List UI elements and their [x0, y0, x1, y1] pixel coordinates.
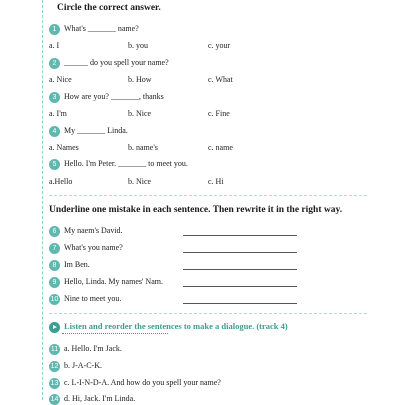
question-number-badge: 1 — [49, 24, 60, 35]
question-5 — [49, 158, 188, 170]
option-a[interactable]: a.Hello — [49, 177, 73, 186]
section2-heading: Underline one mistake in each sentence. Then rewrite it in the right way. — [49, 205, 343, 215]
section1-heading: Circle the correct answer. — [57, 3, 161, 13]
listening-instruction: Listen and reorder the sentences to make a dialogue. (track 4) — [64, 321, 288, 331]
answer-line[interactable] — [183, 286, 297, 287]
question-text: ______ do you spell your name? — [64, 58, 169, 67]
margin-rule — [42, 0, 43, 400]
section-divider — [49, 195, 367, 196]
dialogue-item-13 — [49, 377, 221, 389]
option-c[interactable]: c. name — [208, 143, 233, 152]
title-underline — [62, 333, 168, 334]
question-4 — [49, 125, 128, 137]
option-b[interactable]: b. Nice — [128, 177, 152, 186]
question-number-badge: 3 — [49, 92, 60, 103]
dialogue-text: c. L-I-N-D-A. And how do you spell your name? — [64, 378, 221, 387]
rewrite-item-6 — [49, 225, 123, 237]
question-number-badge: 4 — [49, 126, 60, 137]
question-number-badge: 13 — [50, 379, 59, 387]
option-b[interactable]: b. Nice — [128, 109, 152, 118]
rewrite-item-9 — [49, 276, 163, 288]
dialogue-item-14 — [49, 393, 135, 405]
question-number-badge: 7 — [49, 243, 60, 254]
sentence-text[interactable]: What's you name? — [64, 243, 123, 252]
section-divider — [49, 313, 367, 314]
dialogue-item-12 — [49, 360, 102, 372]
answer-line[interactable] — [183, 252, 297, 253]
question-3 — [49, 91, 164, 103]
rewrite-item-10 — [49, 293, 121, 305]
option-a[interactable]: a. I — [49, 41, 60, 50]
question-number-badge: 6 — [49, 226, 60, 237]
question-number-badge: 12 — [50, 362, 59, 370]
question-text: How are you? _______, thanks — [64, 92, 164, 101]
sentence-text[interactable]: Im Ben. — [64, 260, 90, 269]
dialogue-text: b. J-A-C-K. — [64, 361, 102, 370]
option-a[interactable]: a. I'm — [49, 109, 67, 118]
question-1 — [49, 23, 139, 35]
answer-line[interactable] — [183, 303, 297, 304]
dialogue-item-11 — [49, 343, 122, 355]
rewrite-item-7 — [49, 242, 123, 254]
answer-line[interactable] — [183, 235, 297, 236]
question-text: My _______ Linda. — [64, 126, 128, 135]
question-number-badge: 10 — [50, 295, 59, 303]
question-number-badge: 5 — [49, 159, 60, 170]
option-c[interactable]: c. your — [208, 41, 231, 50]
question-text: What's _______ name? — [64, 24, 139, 33]
option-b[interactable]: b. you — [128, 41, 148, 50]
question-number-badge: 14 — [50, 395, 59, 403]
question-text: Hello. I'm Peter. _______ to meet you. — [64, 159, 188, 168]
option-c[interactable]: c. Hi — [208, 177, 224, 186]
dialogue-text: d. Hi, Jack. I'm Linda. — [64, 394, 136, 403]
audio-play-icon[interactable] — [49, 322, 60, 333]
sentence-text[interactable]: Hello, Linda. My names' Nam. — [64, 277, 163, 286]
question-number-badge: 2 — [49, 58, 60, 69]
listening-section-title — [49, 319, 288, 333]
option-b[interactable]: b. name's — [128, 143, 158, 152]
option-c[interactable]: c. Fine — [208, 109, 230, 118]
option-a[interactable]: a. Nice — [49, 75, 72, 84]
question-2 — [49, 57, 169, 69]
sentence-text[interactable]: My naem's David. — [64, 226, 123, 235]
option-a[interactable]: a. Names — [49, 143, 79, 152]
answer-line[interactable] — [183, 269, 297, 270]
question-number-badge: 11 — [50, 345, 59, 353]
option-c[interactable]: c. What — [208, 75, 233, 84]
question-number-badge: 8 — [49, 260, 60, 271]
sentence-text[interactable]: Nine to meet you. — [64, 294, 122, 303]
rewrite-item-8 — [49, 259, 90, 271]
question-number-badge: 9 — [49, 277, 60, 288]
dialogue-text: a. Hello. I'm Jack. — [64, 344, 122, 353]
option-b[interactable]: b. How — [128, 75, 152, 84]
